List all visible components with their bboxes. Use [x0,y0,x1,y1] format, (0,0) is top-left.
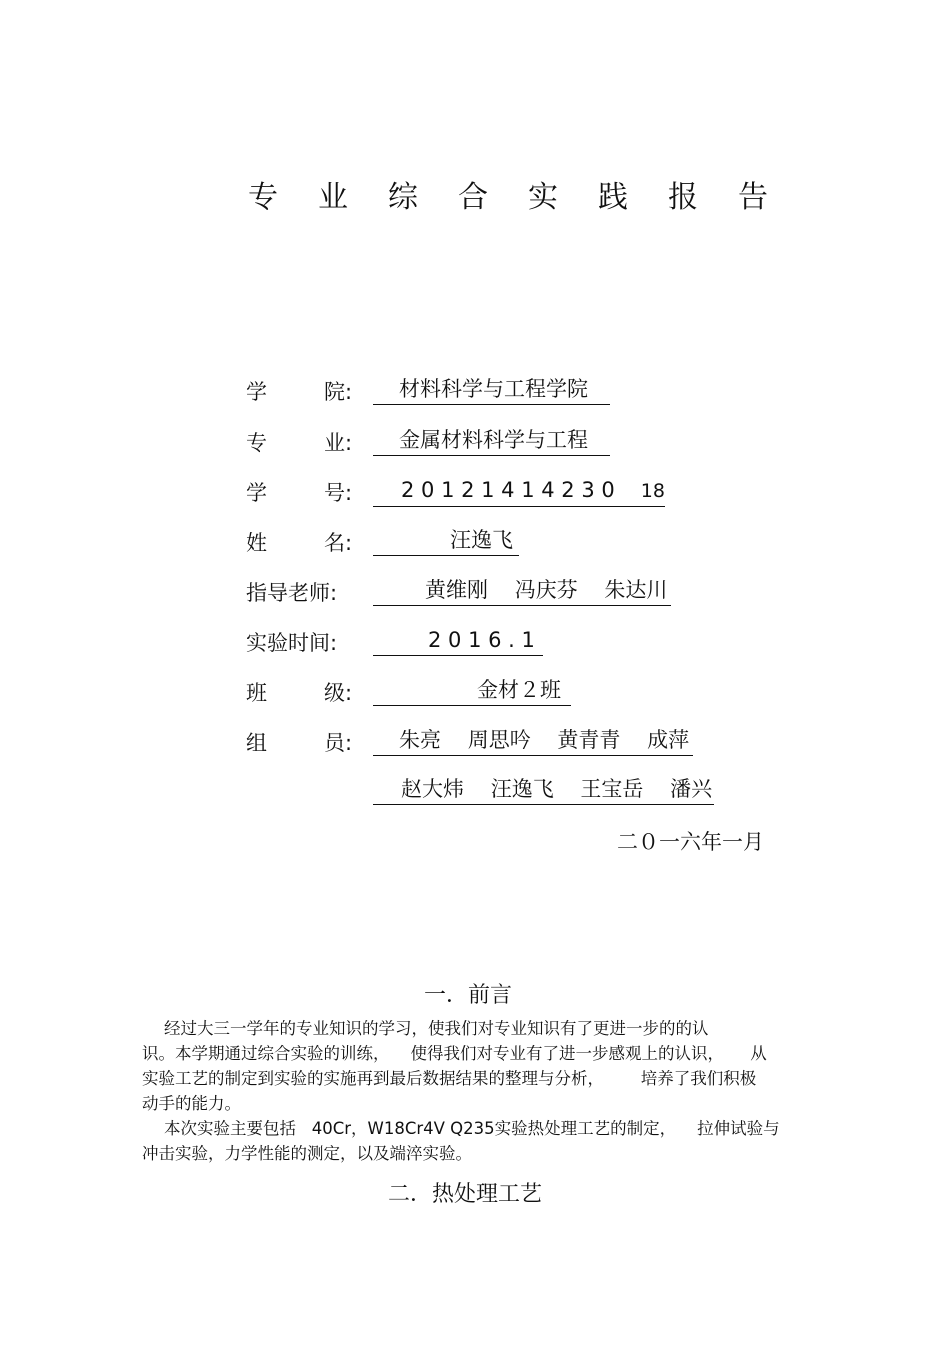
label-char: 学 [246,481,267,505]
field-label: 指导老师: [246,581,338,605]
field-class [246,677,806,711]
student-id-tail: 18 [640,480,665,502]
field-student-id [246,477,806,511]
class-value: 金材２班 [373,677,571,706]
report-date: 二０一六年一月 [617,830,764,854]
section-heading-intro: 一．前言 [424,983,513,1008]
section-heading-heat-treatment: 二．热处理工艺 [388,1182,543,1207]
label-char: 班 [246,681,267,705]
text-line: 动手的能力。 [142,1094,241,1113]
text-line: 识。本学期通过综合实验的训练， 使得我们对专业有了进一步感观上的认识， 从 [142,1044,767,1063]
text-line: 实验工艺的制定到实验的实施再到最后数据结果的整理与分析， 培养了我们积极 [142,1069,757,1088]
text-line: 冲击实验，力学性能的测定，以及端淬实验。 [142,1144,472,1163]
members-line-2: 赵大炜 汪逸飞 王宝岳 潘兴 [373,776,714,805]
major-value: 金属材料科学与工程 [373,427,610,456]
label-char: 级: [324,681,353,705]
label-char: 员: [324,731,353,755]
college-value: 材料科学与工程学院 [373,376,610,405]
label-char: 业: [324,431,353,455]
label-char: 号: [324,481,353,505]
label-char: 组 [246,731,267,755]
field-major [246,427,806,461]
field-advisor [246,577,806,611]
name-value: 汪逸飞 [373,527,519,556]
label-char: 院: [324,380,353,404]
student-id-digits: 2 0 1 2 1 4 1 4 2 3 0 [401,478,615,502]
field-experiment-time [246,627,806,661]
report-title: 专业综合实践报告 [248,180,808,215]
field-college [246,376,806,410]
text-line: 本次实验主要包括 40Cr，W18Cr4V Q235实验热处理工艺的制定， 拉伸试验与 [164,1119,780,1138]
members-line-1: 朱亮 周思吟 黄青青 成萍 [373,727,693,756]
label-char: 专 [246,431,267,455]
field-label: 实验时间: [246,631,338,655]
advisor-value: 黄维刚 冯庆芬 朱达川 [373,577,671,606]
label-char: 学 [246,380,267,404]
label-char: 名: [324,531,353,555]
experiment-time-value: 2 0 1 6 . 1 [373,627,543,656]
intro-paragraph-1 [142,1016,807,1116]
intro-paragraph-2 [142,1116,807,1166]
field-members [246,727,806,761]
label-char: 姓 [246,531,267,555]
student-id-value [373,477,665,507]
text-line: 经过大三一学年的专业知识的学习，使我们对专业知识有了更进一步的的认 [164,1019,709,1038]
field-name [246,527,806,561]
field-members-cont [246,776,806,810]
